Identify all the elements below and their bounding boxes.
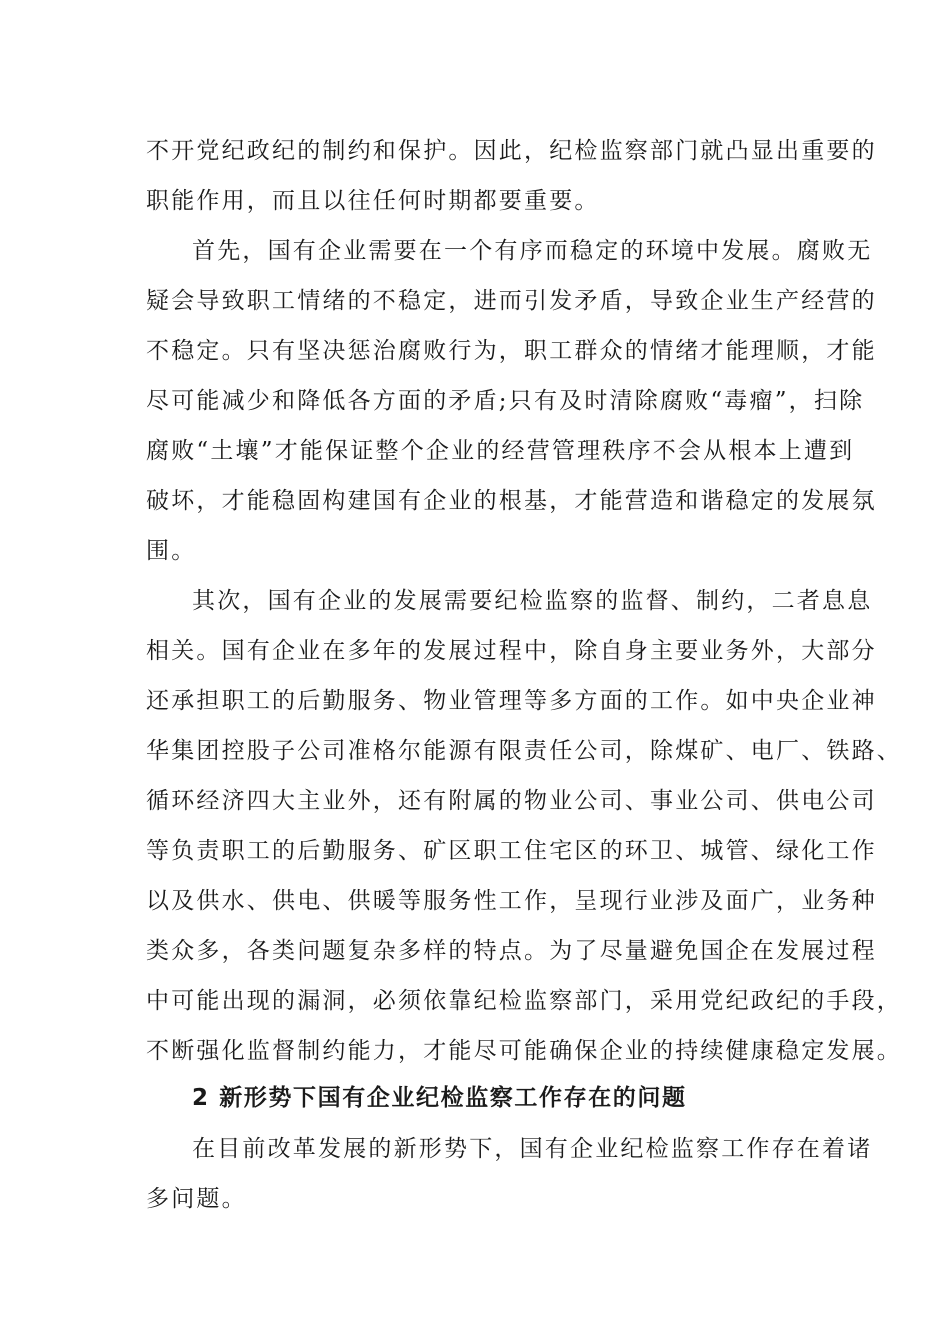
paragraph-3-line-5: 循环经济四大主业外，还有附属的物业公司、事业公司、供电公司 bbox=[146, 788, 877, 814]
paragraph-3-line-2: 相关。国有企业在多年的发展过程中，除自身主要业务外，大部分 bbox=[146, 638, 877, 664]
paragraph-2-line-3: 不稳定。只有坚决惩治腐败行为，职工群众的情绪才能理顺，才能 bbox=[146, 338, 877, 364]
paragraph-3-line-3: 还承担职工的后勤服务、物业管理等多方面的工作。如中央企业神 bbox=[146, 688, 877, 714]
paragraph-2-line-5: 腐败“土壤”才能保证整个企业的经营管理秩序不会从根本上遭到 bbox=[146, 438, 855, 464]
paragraph-3-line-8: 类众多，各类问题复杂多样的特点。为了尽量避免国企在发展过程 bbox=[146, 938, 877, 964]
paragraph-3-line-9: 中可能出现的漏洞，必须依靠纪检监察部门，采用党纪政纪的手段， bbox=[146, 988, 902, 1014]
paragraph-3-line-4: 华集团控股子公司准格尔能源有限责任公司，除煤矿、电厂、铁路、 bbox=[146, 738, 902, 764]
paragraph-2-line-7: 围。 bbox=[146, 538, 197, 564]
paragraph-3-line-6: 等负责职工的后勤服务、矿区职工住宅区的环卫、城管、绿化工作 bbox=[146, 838, 877, 864]
paragraph-3-line-7: 以及供水、供电、供暖等服务性工作，呈现行业涉及面广，业务种 bbox=[146, 888, 877, 914]
paragraph-2-line-1: 首先，国有企业需要在一个有序而稳定的环境中发展。腐败无 bbox=[192, 238, 873, 264]
paragraph-4-line-1: 在目前改革发展的新形势下，国有企业纪检监察工作存在着诸 bbox=[192, 1136, 873, 1162]
paragraph-2-line-6: 破坏，才能稳固构建国有企业的根基，才能营造和谐稳定的发展氛 bbox=[146, 488, 877, 514]
paragraph-2-line-2: 疑会导致职工情绪的不稳定，进而引发矛盾，导致企业生产经营的 bbox=[146, 288, 877, 314]
section-heading: 2 新形势下国有企业纪检监察工作存在的问题 bbox=[192, 1085, 687, 1111]
paragraph-3-line-1: 其次，国有企业的发展需要纪检监察的监督、制约，二者息息 bbox=[192, 588, 873, 614]
paragraph-1-line-2: 职能作用，而且以往任何时期都要重要。 bbox=[146, 188, 600, 214]
paragraph-3-line-10: 不断强化监督制约能力，才能尽可能确保企业的持续健康稳定发展。 bbox=[146, 1038, 902, 1064]
paragraph-1-line-1: 不开党纪政纪的制约和保护。因此，纪检监察部门就凸显出重要的 bbox=[146, 138, 877, 164]
paragraph-4-line-2: 多问题。 bbox=[146, 1186, 247, 1212]
paragraph-2-line-4: 尽可能减少和降低各方面的矛盾;只有及时清除腐败“毒瘤”，扫除 bbox=[146, 388, 865, 414]
